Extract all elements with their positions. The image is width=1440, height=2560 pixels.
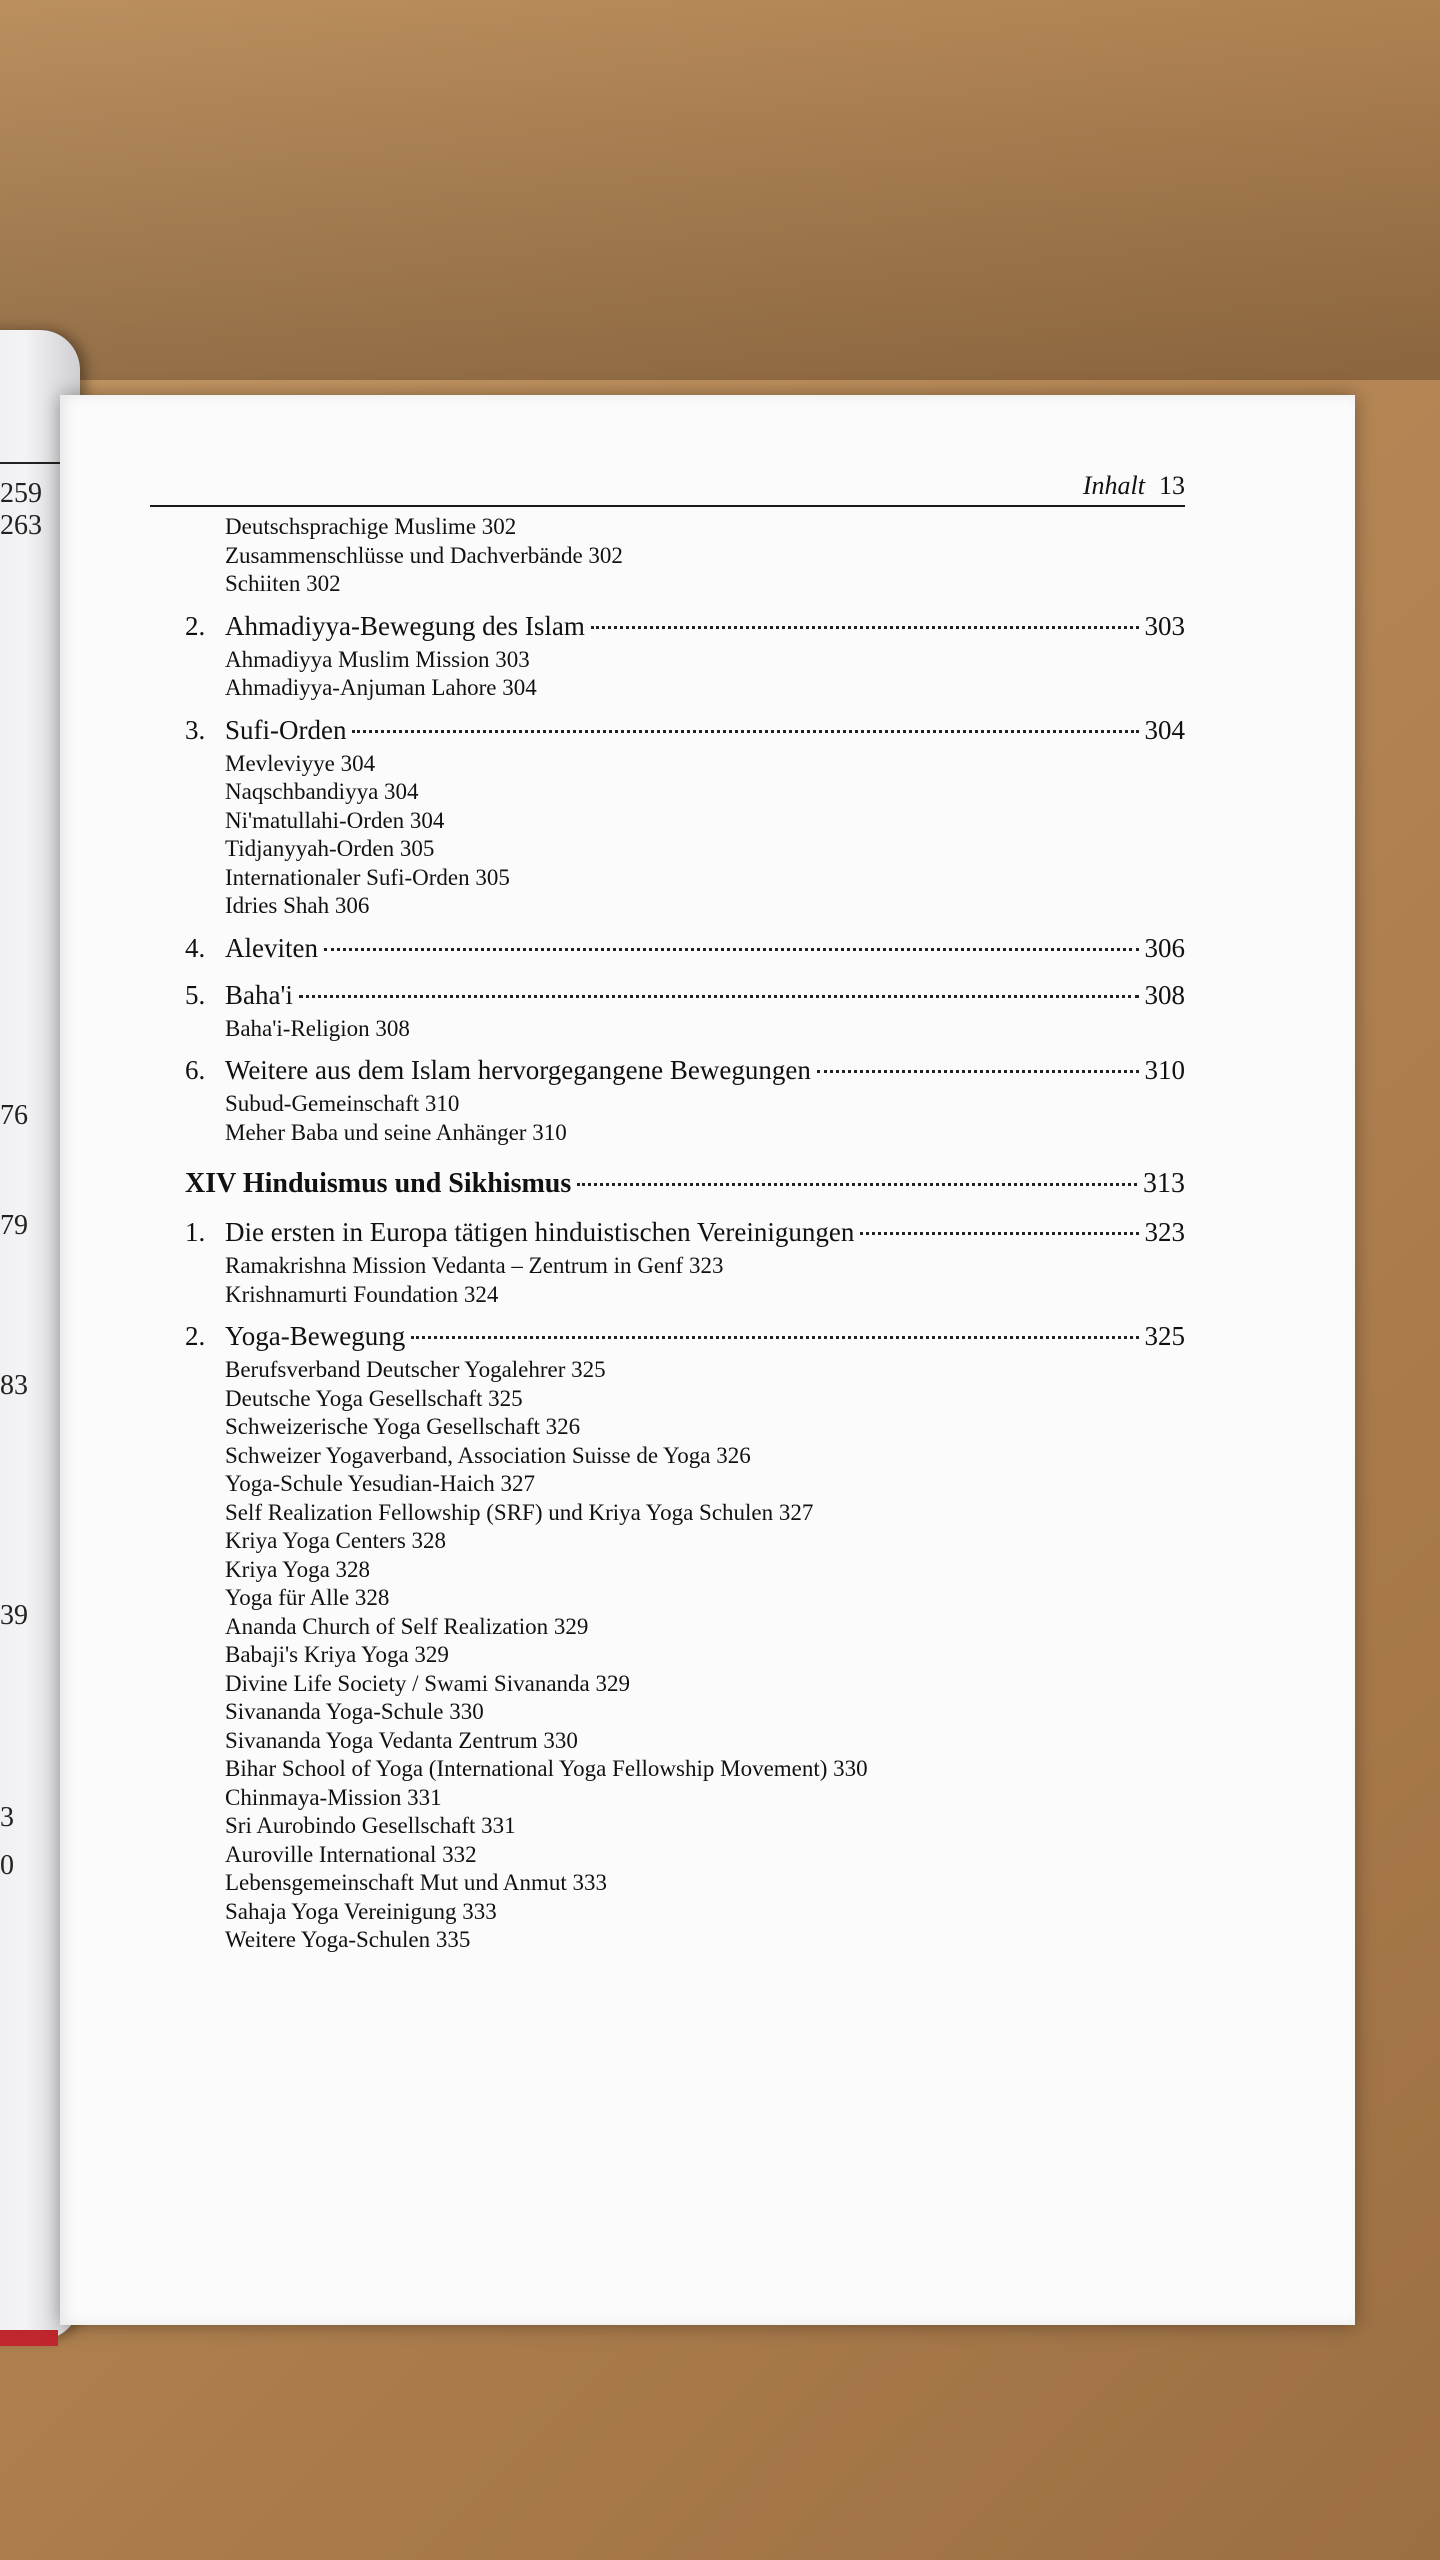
toc-subitem: Internationaler Sufi-Orden 305 [225, 864, 510, 890]
chapter-title: XIV Hinduismus und Sikhismus [185, 1168, 572, 1199]
toc-subitem: Sahaja Yoga Vereinigung 333 [225, 1898, 497, 1924]
entry-page: 303 [1144, 610, 1185, 641]
toc-subitem: Yoga-Schule Yesudian-Haich 327 [225, 1471, 536, 1496]
toc-subitem: Ananda Church of Self Realization 329 [225, 1613, 589, 1639]
entry-number: 4. [185, 932, 206, 963]
toc-subitem: Deutschsprachige Muslime 302 [225, 514, 517, 539]
entry-title: Die ersten in Europa tätigen hinduistischen Vereinigungen [225, 1217, 855, 1247]
facing-page-number: 76 [0, 1100, 28, 1131]
toc-subitem: Divine Life Society / Swami Sivananda 329 [225, 1670, 630, 1696]
entry-title: Ahmadiyya-Bewegung des Islam [225, 610, 585, 641]
toc-entry [185, 710, 1185, 750]
header-page-number: 13 [1159, 471, 1185, 500]
toc-subitem: Weitere Yoga-Schulen 335 [225, 1927, 471, 1952]
islam-section [185, 606, 1185, 1148]
facing-page-number: 259 [0, 478, 42, 509]
entry-number: 3. [185, 714, 206, 745]
leader-dots [411, 1336, 1138, 1339]
leader-dots [591, 626, 1139, 629]
entry-page: 308 [1144, 979, 1185, 1010]
book-edge-marker [0, 2330, 58, 2346]
facing-page-number: 263 [0, 510, 42, 541]
toc-subitem: Schweizer Yogaverband, Association Suisse de Yoga 326 [225, 1442, 751, 1468]
entry-page: 304 [1144, 714, 1185, 745]
header-section: Inhalt [1082, 471, 1145, 500]
entry-title: Weitere aus dem Islam hervorgegangene Bewegungen [225, 1055, 811, 1085]
leader-dots [577, 1183, 1137, 1186]
toc-subitem: Mevleviyye 304 [225, 750, 376, 776]
toc-subitem: Baha'i-Religion 308 [225, 1015, 410, 1041]
entry-page: 323 [1144, 1217, 1185, 1247]
entry-title: Baha'i [225, 979, 293, 1010]
toc-entry [185, 1050, 1185, 1090]
entry-title: Aleviten [225, 932, 318, 963]
toc-subitem: Idries Shah 306 [225, 893, 370, 918]
toc-subitem: Tidjanyyah-Orden 305 [225, 836, 435, 861]
table-surface [0, 0, 1440, 380]
page-header [150, 471, 1185, 507]
entry-number: 2. [185, 1321, 206, 1351]
facing-page-number: 3 [0, 1802, 14, 1833]
toc-subitem: Berufsverband Deutscher Yogalehrer 325 [225, 1357, 606, 1382]
toc-entry [185, 1316, 1185, 1356]
toc-entry [185, 975, 1185, 1015]
chapter-page: 313 [1143, 1168, 1185, 1199]
toc-subitem: Subud-Gemeinschaft 310 [225, 1091, 460, 1116]
entry-page: 310 [1144, 1055, 1185, 1085]
leader-dots [817, 1070, 1139, 1073]
toc-subitem: Sivananda Yoga-Schule 330 [225, 1699, 484, 1724]
toc-subitem: Schweizerische Yoga Gesellschaft 326 [225, 1414, 581, 1439]
leader-dots [352, 730, 1138, 733]
facing-page-number: 83 [0, 1370, 28, 1401]
toc-subitem: Meher Baba und seine Anhänger 310 [225, 1119, 567, 1145]
toc-subitem: Kriya Yoga Centers 328 [225, 1528, 447, 1553]
toc-subitem: Ahmadiyya Muslim Mission 303 [225, 646, 530, 672]
toc-subitem: Babaji's Kriya Yoga 329 [225, 1642, 449, 1667]
entry-title: Yoga-Bewegung [225, 1321, 406, 1351]
leader-dots [324, 948, 1139, 951]
toc-subitem: Lebensgemeinschaft Mut und Anmut 333 [225, 1870, 607, 1895]
toc-subitem: Kriya Yoga 328 [225, 1556, 371, 1582]
book-page [60, 395, 1355, 2325]
toc-entry [185, 1212, 1185, 1252]
toc-subitem: Sri Aurobindo Gesellschaft 331 [225, 1813, 516, 1838]
leader-dots [860, 1232, 1138, 1235]
toc-subitem: Self Realization Fellowship (SRF) und Kriya Yoga Schulen 327 [225, 1499, 814, 1525]
entry-number: 2. [185, 610, 206, 641]
leader-dots [299, 995, 1139, 998]
entry-title: Sufi-Orden [225, 714, 347, 745]
toc-subitem: Naqschbandiyya 304 [225, 779, 419, 804]
table-of-contents [185, 513, 1185, 1955]
toc-subitem: Schiiten 302 [225, 571, 341, 596]
toc-subitem: Deutsche Yoga Gesellschaft 325 [225, 1385, 523, 1411]
hindu-section [185, 1212, 1185, 1955]
toc-entry [185, 928, 1185, 968]
toc-subitem: Ahmadiyya-Anjuman Lahore 304 [225, 675, 537, 700]
toc-subitem: Zusammenschlüsse und Dachverbände 302 [225, 542, 623, 568]
entry-number: 1. [185, 1217, 206, 1247]
entry-page: 325 [1144, 1321, 1185, 1351]
toc-entry [185, 606, 1185, 646]
toc-subitem: Yoga für Alle 328 [225, 1585, 390, 1610]
entry-number: 6. [185, 1055, 206, 1085]
toc-subitem: Ni'matullahi-Orden 304 [225, 807, 445, 833]
entry-page: 306 [1144, 932, 1185, 963]
toc-subitem: Ramakrishna Mission Vedanta – Zentrum in Genf 323 [225, 1253, 724, 1278]
header-text [1083, 471, 1185, 501]
intro-subitems [185, 513, 1185, 599]
toc-subitem: Auroville International 332 [225, 1841, 477, 1867]
facing-page-number: 0 [0, 1850, 14, 1881]
toc-subitem: Sivananda Yoga Vedanta Zentrum 330 [225, 1727, 578, 1753]
facing-page-number: 39 [0, 1600, 28, 1631]
facing-page-number: 79 [0, 1210, 28, 1241]
toc-subitem: Chinmaya-Mission 331 [225, 1784, 442, 1810]
toc-subitem: Bihar School of Yoga (International Yoga Fellowship Movement) 330 [225, 1756, 868, 1781]
chapter-heading [185, 1163, 1185, 1205]
entry-number: 5. [185, 979, 206, 1010]
toc-subitem: Krishnamurti Foundation 324 [225, 1281, 499, 1307]
